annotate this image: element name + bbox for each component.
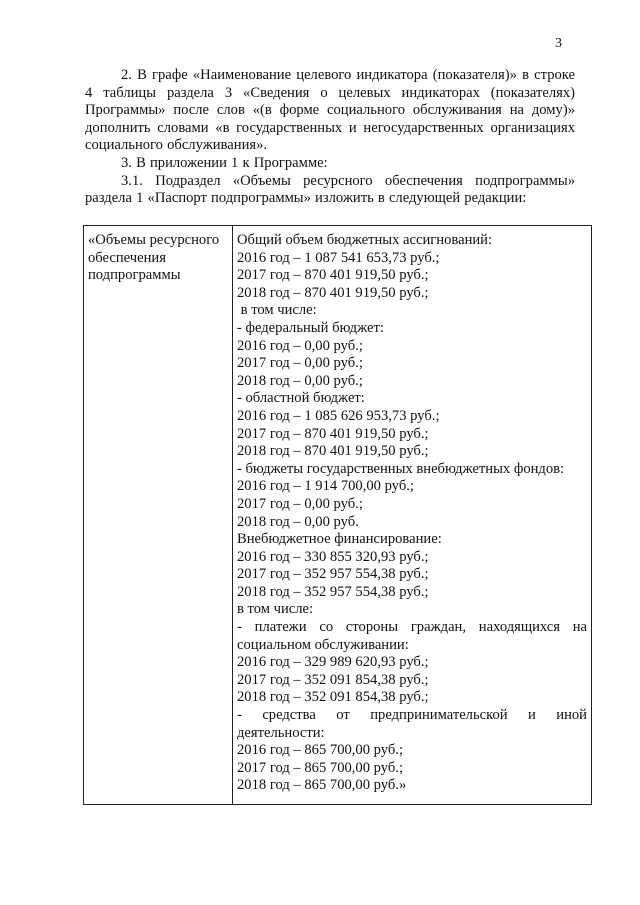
content-line: 2016 год – 1 085 626 953,73 руб.; [237,407,440,424]
content-line: 2016 год – 0,00 руб.; [237,337,363,354]
table-label-cell [84,226,233,805]
page-number: 3 [555,36,562,51]
content-line: 2017 год – 0,00 руб.; [237,355,363,372]
content-line: 2017 год – 865 700,00 руб.; [237,759,404,776]
content-line: 2018 год – 870 401 919,50 руб.; [237,284,429,301]
table-content-cell [233,226,592,805]
content-line: Общий объем бюджетных ассигнований: [237,232,493,248]
content-line: 2018 год – 0,00 руб.; [237,372,363,389]
paragraph-amendment-2: 2. В графе «Наименование целевого индикатора (показателя)» в строке 4 таблицы раздела 3 «Сведения о целевых индикаторах (показателях) Программы» после слов «(в форме социального обслуживания на дому)» дополнить словами «в государственных и негосударственных организациях социального обслуживания». [85,67,575,154]
content-line: в том числе: [237,601,314,618]
resource-table [83,225,592,805]
content-line: 2018 год – 870 401 919,50 руб.; [237,443,429,460]
content-line: 2017 год – 870 401 919,50 руб.; [237,267,429,284]
content-line: - средства от предпринимательской и иной деятельности: [237,707,587,741]
label-line: обеспечения [88,249,166,266]
content-line: 2016 год – 330 855 320,93 руб.; [237,548,429,565]
paragraph-amendment-3-1: 3.1. Подраздел «Объемы ресурсного обеспечения подпрограммы» раздела 1 «Паспорт подпрограммы» изложить в следующей редакции: [85,172,575,207]
content-line: 2016 год – 329 989 620,93 руб.; [237,654,429,671]
document-body [85,67,575,208]
content-line: 2018 год – 352 957 554,38 руб.; [237,583,429,600]
content-line: 2016 год – 1 914 700,00 руб.; [237,478,414,495]
content-line: - бюджеты государственных внебюджетных фондов: [237,460,565,477]
content-line: - федеральный бюджет: [237,319,384,336]
content-line: 2018 год – 0,00 руб. [237,513,359,530]
content-line: 2018 год – 352 091 854,38 руб.; [237,689,429,706]
content-line: Внебюджетное финансирование: [237,531,442,548]
content-line: - платежи со стороны граждан, находящихся на социальном обслуживании: [237,619,587,653]
content-line: 2017 год – 352 957 554,38 руб.; [237,566,429,583]
content-line: 2017 год – 870 401 919,50 руб.; [237,425,429,442]
content-line: в том числе: [237,302,317,319]
label-line: подпрограммы [88,267,181,284]
content-line: 2018 год – 865 700,00 руб.» [237,777,407,794]
table-row [84,226,592,805]
content-line: 2016 год – 865 700,00 руб.; [237,742,404,759]
content-line: 2017 год – 0,00 руб.; [237,495,363,512]
content-line: - областной бюджет: [237,390,365,407]
content-line: 2016 год – 1 087 541 653,73 руб.; [237,249,440,266]
label-line: «Объемы ресурсного [88,232,220,248]
paragraph-amendment-3: 3. В приложении 1 к Программе: [121,154,328,171]
content-line: 2017 год – 352 091 854,38 руб.; [237,671,429,688]
